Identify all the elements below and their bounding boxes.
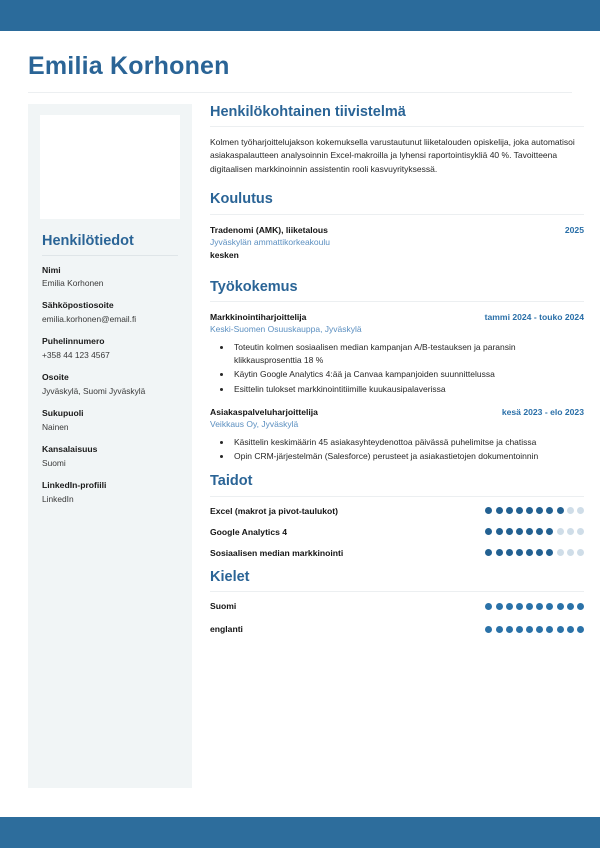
language-label: englanti — [210, 624, 243, 635]
section-languages — [210, 569, 584, 634]
summary-text: Kolmen työharjoittelujakson kokemuksella varustautunut liiketalouden opiskelija, joka automatisoi asiakaspalautteen analysoinnin Excel-makroilla ja lyhensi raportointisykliä 40 %. Tavoitteena digitaalisen markkinoinnin assistentin rooli kasvuyrityksessä. — [210, 136, 575, 174]
section-divider — [210, 496, 584, 497]
sidebar-heading-personal-details: Henkilötiedot — [42, 232, 134, 249]
resume-body — [0, 31, 600, 848]
rating-dot-filled — [546, 603, 553, 610]
rating-dot-filled — [516, 528, 523, 535]
entry-institution: Jyväskylän ammattikorkeakoulu — [210, 237, 330, 247]
rating-dot-filled — [536, 528, 543, 535]
entry-status: kesken — [210, 249, 239, 260]
field-label: LinkedIn-profiili — [42, 480, 107, 491]
field-label: Nimi — [42, 264, 61, 275]
skill-label: Google Analytics 4 — [210, 526, 288, 537]
rating-dot-filled — [506, 528, 513, 535]
list-item: • Käytin Google Analytics 4:ää ja Canvaa kampanjoiden suunnittelussa — [232, 368, 584, 381]
entry-date: kesä 2023 - elo 2023 — [501, 406, 584, 417]
rating-dot-filled — [496, 507, 503, 514]
rating-dot-filled — [526, 603, 533, 610]
rating-dot-filled — [526, 626, 533, 633]
entry-head — [210, 406, 584, 418]
education-entry — [210, 224, 584, 262]
entry-head — [210, 224, 584, 236]
rating-dot-filled — [546, 549, 553, 556]
language-rating-dots — [485, 603, 584, 610]
language-row — [210, 624, 584, 634]
rating-dot-filled — [546, 626, 553, 633]
rating-dot-filled — [526, 528, 533, 535]
content-columns — [0, 93, 600, 788]
rating-dot-filled — [506, 626, 513, 633]
field-sahkopostiosoite — [42, 300, 178, 325]
field-value: +358 44 123 4567 — [42, 349, 110, 360]
section-divider — [210, 214, 584, 215]
entry-date: tammi 2024 - touko 2024 — [484, 311, 584, 322]
skill-row — [210, 548, 584, 558]
rating-dot-filled — [506, 603, 513, 610]
language-label: Suomi — [210, 601, 237, 612]
entry-company: Keski-Suomen Osuuskauppa, Jyväskylä — [210, 324, 362, 335]
rating-dot-empty — [567, 528, 574, 535]
entry-bullets — [210, 436, 584, 463]
rating-dot-empty — [567, 507, 574, 514]
page-title: Emilia Korhonen — [28, 52, 230, 80]
section-heading-experience: Työkokemus — [210, 278, 298, 295]
section-heading-languages: Kielet — [210, 568, 250, 585]
field-label: Kansalaisuus — [42, 444, 98, 455]
field-value[interactable]: LinkedIn — [42, 493, 74, 504]
field-value: emilia.korhonen@email.fi — [42, 314, 137, 325]
sidebar — [28, 104, 192, 788]
rating-dot-filled — [536, 626, 543, 633]
rating-dot-filled — [536, 603, 543, 610]
rating-dot-filled — [536, 549, 543, 556]
rating-dot-filled — [546, 507, 553, 514]
rating-dot-filled — [567, 603, 574, 610]
skill-rating-dots — [485, 549, 584, 556]
experience-entry — [210, 406, 584, 464]
field-puhelinnumero — [42, 336, 178, 361]
entry-head — [210, 311, 584, 323]
section-heading-summary: Henkilökohtainen tiivistelmä — [210, 103, 406, 120]
rating-dot-filled — [577, 626, 584, 633]
rating-dot-filled — [485, 528, 492, 535]
rating-dot-empty — [577, 549, 584, 556]
rating-dot-filled — [526, 549, 533, 556]
rating-dot-filled — [496, 626, 503, 633]
rating-dot-filled — [485, 603, 492, 610]
rating-dot-filled — [516, 507, 523, 514]
experience-entry — [210, 311, 584, 396]
section-experience — [210, 279, 584, 464]
field-label: Sukupuoli — [42, 408, 84, 419]
rating-dot-filled — [496, 603, 503, 610]
field-sukupuoli — [42, 408, 178, 433]
field-label: Sähköpostiosoite — [42, 300, 114, 311]
field-linkedin-profiili — [42, 480, 178, 505]
rating-dot-filled — [496, 549, 503, 556]
rating-dot-empty — [577, 507, 584, 514]
top-accent-bar — [0, 0, 600, 31]
section-summary — [210, 104, 584, 177]
section-divider — [210, 301, 584, 302]
list-item: • Toteutin kolmen sosiaalisen median kampanjan A/B-testauksen ja paransin klikkausprosenttia 18 % — [232, 341, 584, 367]
entry-company: Veikkaus Oy, Jyväskylä — [210, 419, 299, 430]
sidebar-heading-divider — [42, 255, 178, 256]
field-label: Osoite — [42, 372, 69, 383]
field-value: Jyväskylä, Suomi Jyväskylä — [42, 385, 146, 396]
rating-dot-filled — [546, 528, 553, 535]
rating-dot-empty — [557, 528, 564, 535]
rating-dot-filled — [485, 507, 492, 514]
entry-title: Asiakaspalveluharjoittelija — [210, 406, 318, 417]
field-label: Puhelinnumero — [42, 336, 105, 347]
bottom-accent-bar — [0, 817, 600, 848]
skill-row — [210, 506, 584, 516]
rating-dot-filled — [496, 528, 503, 535]
list-item: • Käsittelin keskimäärin 45 asiakasyhteydenottoa päivässä puhelimitse ja chatissa — [232, 436, 584, 449]
language-rating-dots — [485, 626, 584, 633]
skill-label: Sosiaalisen median markkinointi — [210, 547, 344, 558]
rating-dot-filled — [536, 507, 543, 514]
main-column — [210, 104, 584, 648]
section-heading-education: Koulutus — [210, 191, 273, 208]
rating-dot-filled — [557, 626, 564, 633]
entry-title: Tradenomi (AMK), liiketalous — [210, 224, 328, 235]
rating-dot-empty — [567, 549, 574, 556]
rating-dot-filled — [567, 626, 574, 633]
field-value: Nainen — [42, 421, 69, 432]
field-nimi — [42, 265, 178, 290]
entry-bullets — [210, 341, 584, 396]
rating-dot-filled — [506, 549, 513, 556]
skill-label: Excel (makrot ja pivot-taulukot) — [210, 505, 338, 516]
skill-row — [210, 527, 584, 537]
list-item: • Esittelin tulokset markkinointitiimille kuukausipalaverissa — [232, 383, 584, 396]
rating-dot-empty — [577, 528, 584, 535]
rating-dot-filled — [557, 603, 564, 610]
section-skills — [210, 473, 584, 557]
language-row — [210, 601, 584, 611]
section-heading-skills: Taidot — [210, 473, 253, 490]
rating-dot-filled — [516, 549, 523, 556]
rating-dot-filled — [516, 603, 523, 610]
entry-title: Markkinointiharjoittelija — [210, 311, 307, 322]
section-education — [210, 191, 584, 261]
skill-rating-dots — [485, 507, 584, 514]
field-kansalaisuus — [42, 444, 178, 469]
list-item: • Opin CRM-järjestelmän (Salesforce) perusteet ja asiakastietojen dokumentoinnin — [232, 450, 584, 463]
rating-dot-filled — [557, 507, 564, 514]
field-value: Suomi — [42, 457, 66, 468]
rating-dot-filled — [485, 549, 492, 556]
name-header — [0, 31, 600, 93]
rating-dot-filled — [577, 603, 584, 610]
entry-date: 2025 — [564, 224, 584, 235]
rating-dot-filled — [526, 507, 533, 514]
skill-rating-dots — [485, 528, 584, 535]
rating-dot-filled — [506, 507, 513, 514]
rating-dot-filled — [516, 626, 523, 633]
photo-placeholder — [40, 115, 180, 219]
rating-dot-empty — [557, 549, 564, 556]
field-value: Emilia Korhonen — [42, 278, 104, 289]
field-osoite — [42, 372, 178, 397]
section-divider — [210, 591, 584, 592]
rating-dot-filled — [485, 626, 492, 633]
section-divider — [210, 126, 584, 127]
